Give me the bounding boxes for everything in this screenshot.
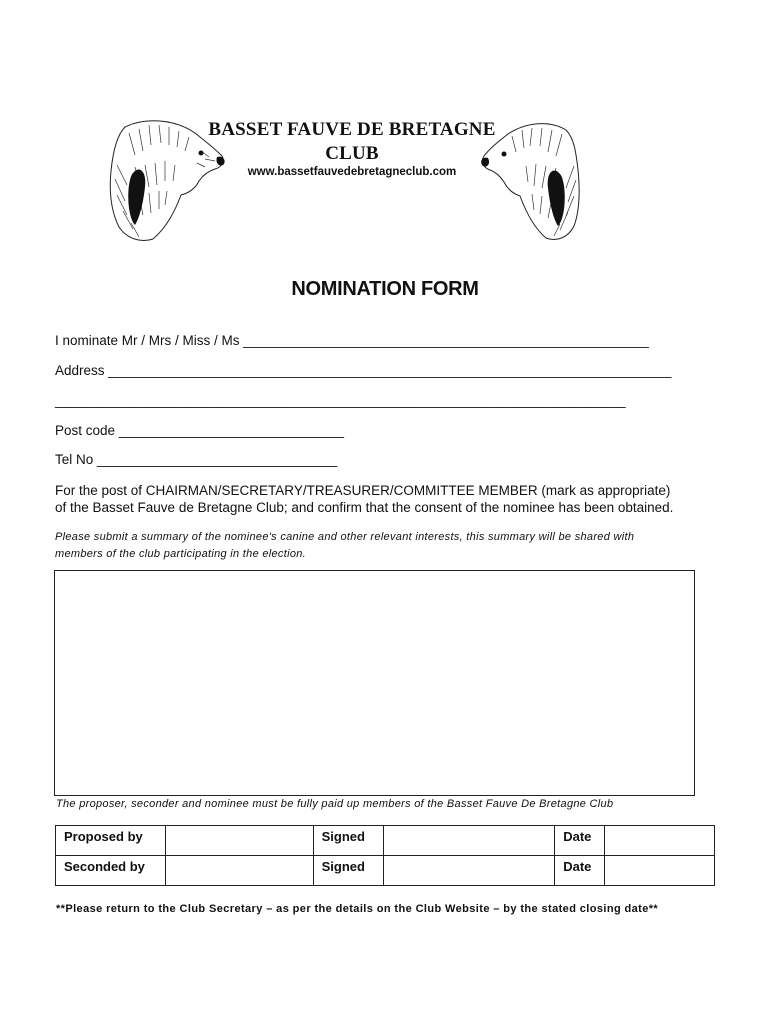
table-row bbox=[56, 826, 715, 856]
club-name-line1: BASSET FAUVE DE BRETAGNE bbox=[208, 119, 496, 140]
seconder-date-label: Date bbox=[555, 856, 605, 886]
proposer-date-field[interactable] bbox=[605, 826, 715, 856]
nominee-name-field[interactable]: I nominate Mr / Mrs / Miss / Ms ______________________________________________________ bbox=[55, 333, 649, 348]
seconder-signature-field[interactable] bbox=[383, 856, 555, 886]
post-paragraph-line1: For the post of CHAIRMAN/SECRETARY/TREASURER/COMMITTEE MEMBER (mark as appropriate) bbox=[55, 483, 671, 498]
proposer-date-label: Date bbox=[555, 826, 605, 856]
summary-instruction bbox=[55, 529, 735, 563]
seconder-date-field[interactable] bbox=[605, 856, 715, 886]
proposer-signature-field[interactable] bbox=[383, 826, 555, 856]
club-website: www.bassetfauvedebretagneclub.com bbox=[247, 166, 457, 178]
summary-instruction-line2: members of the club participating in the election. bbox=[55, 548, 307, 560]
form-title: NOMINATION FORM bbox=[291, 278, 479, 300]
membership-note: The proposer, seconder and nominee must be fully paid up members of the Basset Fauve De Bretagne Club bbox=[56, 798, 614, 810]
address-field[interactable]: Address ___________________________________________________________________________ bbox=[55, 363, 672, 378]
seconder-signed-label: Signed bbox=[313, 856, 383, 886]
table-row bbox=[56, 856, 715, 886]
address-field-line2[interactable]: ____________________________________________________________________________ bbox=[55, 393, 626, 408]
proposer-signed-label: Signed bbox=[313, 826, 383, 856]
telephone-field[interactable]: Tel No ________________________________ bbox=[55, 452, 338, 467]
proposed-by-label: Proposed by bbox=[56, 826, 166, 856]
postcode-field[interactable]: Post code ______________________________ bbox=[55, 423, 345, 438]
post-selection-paragraph bbox=[55, 482, 725, 516]
summary-instruction-line1: Please submit a summary of the nominee's canine and other relevant interests, this summary will be shared with bbox=[55, 531, 635, 543]
nominee-summary-box[interactable] bbox=[54, 570, 695, 796]
proposed-by-field[interactable] bbox=[165, 826, 313, 856]
post-paragraph-line2: of the Basset Fauve de Bretagne Club; and confirm that the consent of the nominee has been obtained. bbox=[55, 500, 674, 515]
club-name-line2: CLUB bbox=[325, 143, 379, 164]
signature-table bbox=[55, 825, 715, 886]
return-instructions: **Please return to the Club Secretary – as per the details on the Club Website – by the stated closing date** bbox=[56, 903, 659, 915]
seconded-by-label: Seconded by bbox=[56, 856, 166, 886]
seconded-by-field[interactable] bbox=[165, 856, 313, 886]
